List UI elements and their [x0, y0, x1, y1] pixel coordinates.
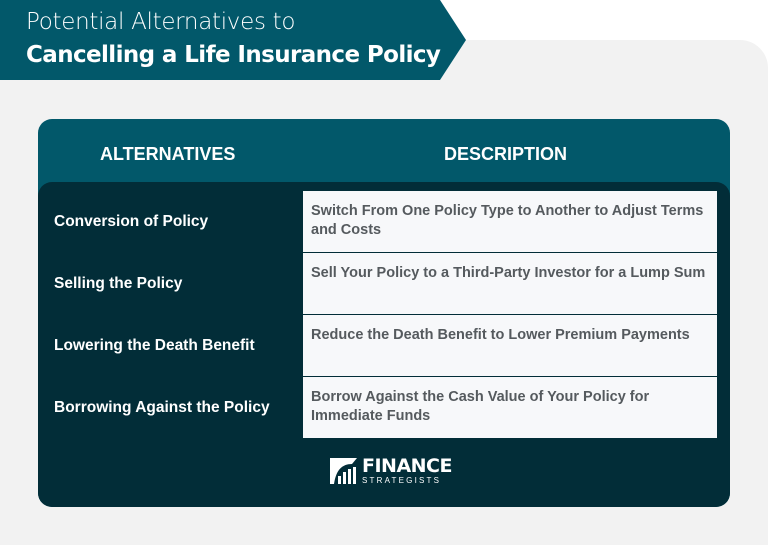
alternative-cell: Selling the Policy [54, 274, 183, 292]
alternatives-table [38, 119, 730, 507]
table-body [38, 182, 730, 507]
logo-text-finance: FINANCE [362, 455, 452, 477]
table-row [38, 377, 730, 438]
description-cell: Switch From One Policy Type to Another to Adjust Terms and Costs [303, 191, 717, 252]
alternative-cell: Lowering the Death Benefit [54, 336, 255, 354]
header-alternatives: ALTERNATIVES [100, 144, 236, 164]
logo-text-strategists: STRATEGISTS [362, 476, 442, 485]
table-row [38, 315, 730, 376]
description-cell: Sell Your Policy to a Third-Party Investor for a Lump Sum [303, 253, 717, 314]
finance-strategists-logo [328, 456, 452, 486]
alternative-cell: Conversion of Policy [54, 212, 209, 230]
table-row [38, 191, 730, 252]
title-line-2: Cancelling a Life Insurance Policy [26, 42, 441, 68]
header-description: DESCRIPTION [444, 144, 568, 164]
table-row [38, 253, 730, 314]
description-cell: Borrow Against the Cash Value of Your Policy for Immediate Funds [303, 377, 717, 438]
description-cell: Reduce the Death Benefit to Lower Premium Payments [303, 315, 717, 376]
title-line-1: Potential Alternatives to [26, 9, 296, 35]
alternative-cell: Borrowing Against the Policy [54, 398, 270, 416]
logo-mark-icon [328, 456, 358, 486]
